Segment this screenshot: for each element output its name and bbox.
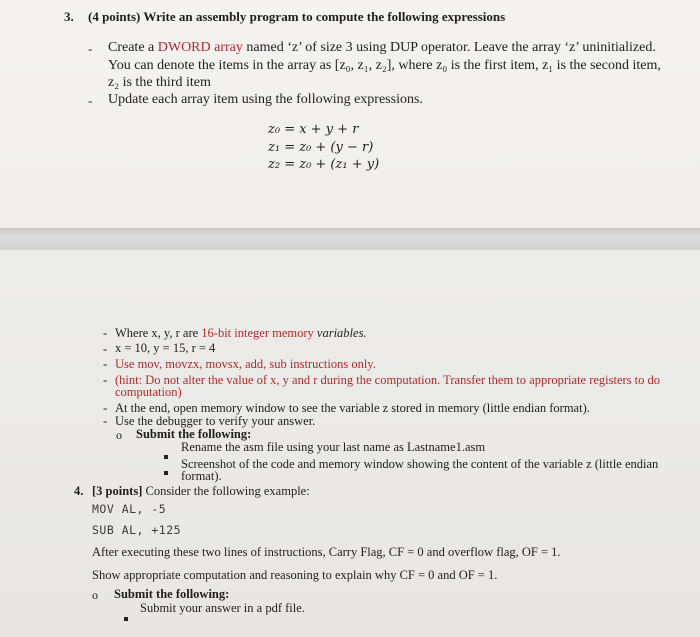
page-top-section [0, 0, 700, 228]
q3-submit-heading: Submit the following: [136, 427, 252, 441]
allowed-instructions: Use mov, movzx, movsx, add, sub instructions only. [115, 357, 376, 371]
square-bullet-icon [124, 608, 128, 626]
circle-bullet-icon: o [116, 428, 122, 442]
q3-bullet1-line1: Create a DWORD array named ‘z’ of size 3 using DUP operator. Leave the array ‘z’ uninitialized. [108, 40, 656, 55]
question-3-title: (4 points) Write an assembly program to compute the following expressions [88, 9, 506, 24]
q3-submit-item-2-line1: Screenshot of the code and memory window showing the content of the variable z (little endian [181, 457, 659, 471]
dash-bullet: - [103, 356, 108, 371]
q3-bullet1-line2: You can denote the items in the array as [z₀, z₁, z₂], where z₀ is the first item, z₁ is the second item, [108, 58, 661, 73]
dash-bullet: - [103, 413, 108, 428]
question-3-number: 3. [64, 9, 74, 24]
page-divider [0, 228, 700, 250]
square-bullet-icon [164, 462, 168, 480]
dash-bullet: - [103, 341, 108, 356]
q3-submit-item-2-line2: format). [181, 469, 222, 483]
dash-bullet: - [103, 372, 108, 387]
hint-line-1: (hint: Do not alter the value of x, y and r during the computation. Transfer them to appropriate registers to do [115, 373, 661, 387]
circle-bullet-icon: o [92, 588, 98, 602]
dword-array-highlight: DWORD array [157, 40, 243, 55]
debugger-instruction: Use the debugger to verify your answer. [115, 414, 316, 428]
q4-submit-item-1: Submit your answer in a pdf file. [140, 601, 305, 615]
q4-show-computation: Show appropriate computation and reasoning to explain why CF = 0 and OF = 1. [92, 568, 498, 582]
hint-line-2: computation) [115, 385, 182, 399]
q4-submit-heading: Submit the following: [114, 587, 230, 601]
dash-bullet: - [88, 41, 93, 56]
dash-bullet: - [103, 325, 108, 340]
variable-values: x = 10, y = 15, r = 4 [115, 341, 216, 355]
variables-description: Where x, y, r are 16-bit integer memory variables. [115, 326, 367, 340]
question-4-number: 4. [74, 484, 84, 498]
dash-bullet: - [103, 400, 108, 415]
code-line-1: MOV AL, -5 [92, 502, 167, 516]
question-4-title: [3 points] Consider the following example: [92, 484, 310, 498]
bit-width-highlight: 16-bit integer memory [201, 326, 314, 340]
equation-z2: z₂ = z₀ + (z₁ + y) [268, 157, 380, 172]
equation-z1: z₁ = z₀ + (y − r) [268, 140, 374, 155]
code-line-2: SUB AL, +125 [92, 523, 182, 537]
q3-submit-item-1: Rename the asm file using your last name as Lastname1.asm [181, 440, 486, 454]
equation-z0: z₀ = x + y + r [268, 122, 359, 137]
dash-bullet: - [88, 93, 93, 108]
q3-bullet2: Update each array item using the following expressions. [108, 92, 423, 107]
q3-bullet1-line3: z₂ is the third item [108, 75, 211, 90]
memory-window-instruction: At the end, open memory window to see the variable z stored in memory (little endian format). [115, 401, 590, 415]
q4-after-executing: After executing these two lines of instructions, Carry Flag, CF = 0 and overflow flag, OF = 1. [92, 545, 561, 559]
